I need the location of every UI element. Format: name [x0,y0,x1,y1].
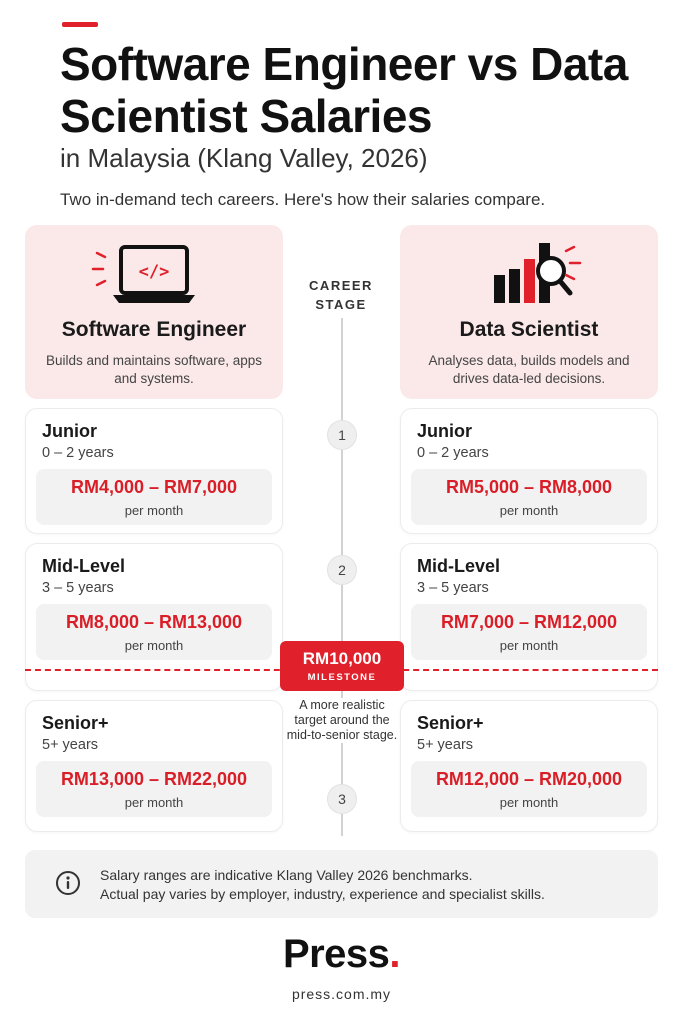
chart-magnifier-icon [454,239,604,309]
salary-unit: per month [499,503,559,518]
stage-step-2: 2 [327,555,357,585]
salary-box [36,604,272,660]
level-years: 0 – 2 years [42,445,114,461]
salary-range: RM12,000 – RM20,000 [435,769,623,789]
intro-text: Two in-demand tech careers. Here's how their salaries compare. [60,190,546,209]
career-stage-label: CAREER STAGE [309,278,373,312]
role-card-data-scientist [400,225,658,399]
stage-step-3: 3 [327,784,357,814]
disclaimer-line-2: Actual pay varies by employer, industry, experience and specialist skills. [100,886,545,902]
svg-text:</>: </> [138,262,170,282]
level-years: 3 – 5 years [417,580,489,596]
role-description-software-engineer: Builds and maintains software, apps and systems. [45,353,263,386]
level-years: 5+ years [42,737,99,753]
disclaimer-text [100,866,545,904]
brand-dot: . [389,932,401,976]
milestone-note: A more realistic target around the mid-to-senior stage. [286,698,398,742]
disclaimer-box [25,850,658,918]
level-name: Senior+ [417,713,484,733]
disclaimer-line-1: Salary ranges are indicative Klang Valley 2026 benchmarks. [100,867,473,883]
role-name-software-engineer: Software Engineer [61,318,247,341]
salary-range: RM5,000 – RM8,000 [445,477,613,497]
brand-name: Press [282,932,390,976]
salary-unit: per month [124,638,184,653]
level-name: Junior [417,421,473,441]
salary-range: RM7,000 – RM12,000 [440,612,618,632]
page-subtitle: in Malaysia (Klang Valley, 2026) [60,143,428,173]
role-name-data-scientist: Data Scientist [459,318,599,341]
salary-box [411,604,647,660]
salary-box [36,761,272,817]
title-accent-bar [62,22,98,27]
se-senior-card [25,700,283,832]
role-description-data-scientist: Analyses data, builds models and drives data-led decisions. [428,353,630,386]
level-name: Senior+ [42,713,109,733]
level-name: Mid-Level [417,556,501,576]
level-years: 0 – 2 years [417,445,489,461]
milestone-value: RM10,000 [302,649,382,668]
salary-unit: per month [124,795,184,810]
level-name: Junior [42,421,98,441]
salary-unit: per month [499,638,559,653]
salary-range: RM4,000 – RM7,000 [70,477,238,497]
laptop-code-icon [79,239,229,309]
salary-box [411,469,647,525]
info-icon [55,870,81,896]
milestone-label: MILESTONE [307,672,377,683]
ds-junior-card [400,408,658,534]
level-name: Mid-Level [42,556,126,576]
milestone-badge [280,641,404,691]
page-title: Software Engineer vs Data Scientist Salaries [60,38,628,142]
salary-range: RM8,000 – RM13,000 [65,612,243,632]
salary-unit: per month [124,503,184,518]
level-years: 5+ years [417,737,474,753]
role-card-software-engineer [25,225,283,399]
level-years: 3 – 5 years [42,580,114,596]
se-junior-card [25,408,283,534]
brand-url: press.com.my [291,986,392,1002]
ds-senior-card [400,700,658,832]
salary-box [411,761,647,817]
salary-box [36,469,272,525]
salary-range: RM13,000 – RM22,000 [60,769,248,789]
stage-step-1: 1 [327,420,357,450]
salary-unit: per month [499,795,559,810]
brand-logo [0,932,683,977]
